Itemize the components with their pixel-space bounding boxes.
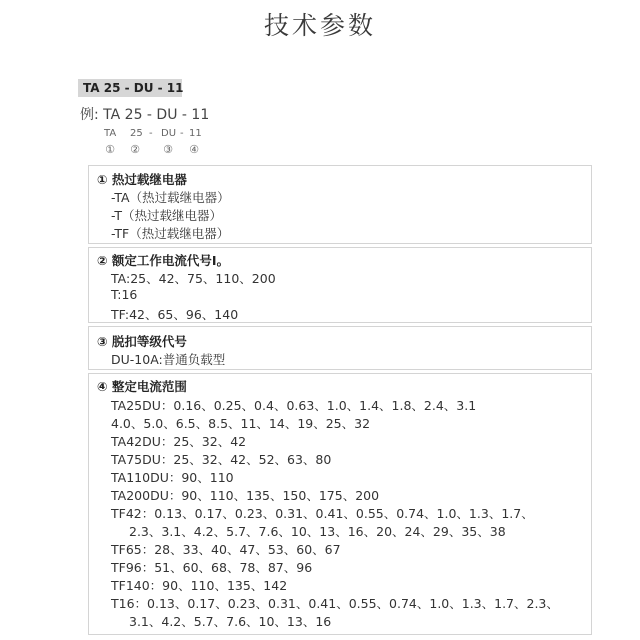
example-line	[80, 104, 209, 124]
section-heading-3: ③ 脱扣等级代号	[97, 334, 187, 349]
code-part-2: 25	[130, 128, 143, 139]
section-box-1	[88, 165, 592, 244]
code-sep-1: -	[149, 128, 153, 139]
section-4-line: 4.0、5.0、6.5、8.5、11、14、19、25、32	[111, 416, 371, 431]
section-4-line: TF42：0.13、0.17、0.23、0.31、0.41、0.55、0.74、1.0、1.3、1.7、	[111, 506, 534, 521]
section-4-line: TA75DU：25、32、42、52、63、80	[111, 452, 332, 467]
section-4-line: T16：0.13、0.17、0.23、0.31、0.41、0.55、0.74、1.0、1.3、1.7、2.3、	[111, 596, 559, 611]
section-box-2	[88, 247, 592, 323]
code-part-4: 11	[189, 128, 202, 139]
section-4-line: TA110DU：90、110	[111, 470, 234, 485]
section-heading-4: ④ 整定电流范围	[97, 379, 187, 394]
code-num-4: ④	[189, 143, 199, 156]
code-part-3: DU	[161, 128, 177, 139]
section-heading-1: ① 热过载继电器	[97, 172, 187, 187]
section-4-line: TA200DU：90、110、135、150、175、200	[111, 488, 380, 503]
section-1-line: -TF（热过载继电器）	[111, 226, 230, 241]
section-2-line: TA:25、42、75、110、200	[111, 271, 276, 286]
code-sep-2: -	[180, 128, 184, 139]
section-box-3	[88, 326, 592, 370]
example-code: TA 25 - DU - 11	[103, 107, 210, 123]
section-4-line: 2.3、3.1、4.2、5.7、7.6、10、13、16、20、24、29、35、38	[129, 524, 506, 539]
section-4-line: TF96：51、60、68、78、87、96	[111, 560, 313, 575]
section-4-line: TA42DU：25、32、42	[111, 434, 247, 449]
section-2-line: TF:42、65、96、140	[111, 307, 239, 322]
section-2-line: T:16	[111, 287, 138, 302]
model-code-bar: TA 25 - DU - 11	[78, 79, 182, 97]
section-1-line: -T（热过载继电器）	[111, 208, 222, 223]
section-1-line: -TA（热过载继电器）	[111, 190, 230, 205]
section-4-line: TF140：90、110、135、142	[111, 578, 288, 593]
section-4-line: TA25DU：0.16、0.25、0.4、0.63、1.0、1.4、1.8、2.4、3.1	[111, 398, 477, 413]
section-3-line: DU-10A:普通负载型	[111, 352, 226, 367]
section-4-line: TF65：28、33、40、47、53、60、67	[111, 542, 341, 557]
section-box-4	[88, 373, 592, 635]
code-num-1: ①	[105, 143, 115, 156]
code-part-1: TA	[104, 128, 117, 139]
section-4-line: 3.1、4.2、5.7、7.6、10、13、16	[129, 614, 332, 629]
example-label: 例:	[80, 107, 99, 123]
code-num-2: ②	[130, 143, 140, 156]
section-heading-2: ② 额定工作电流代号I。	[97, 253, 230, 268]
page-title: 技术参数	[263, 11, 376, 40]
code-num-3: ③	[163, 143, 173, 156]
